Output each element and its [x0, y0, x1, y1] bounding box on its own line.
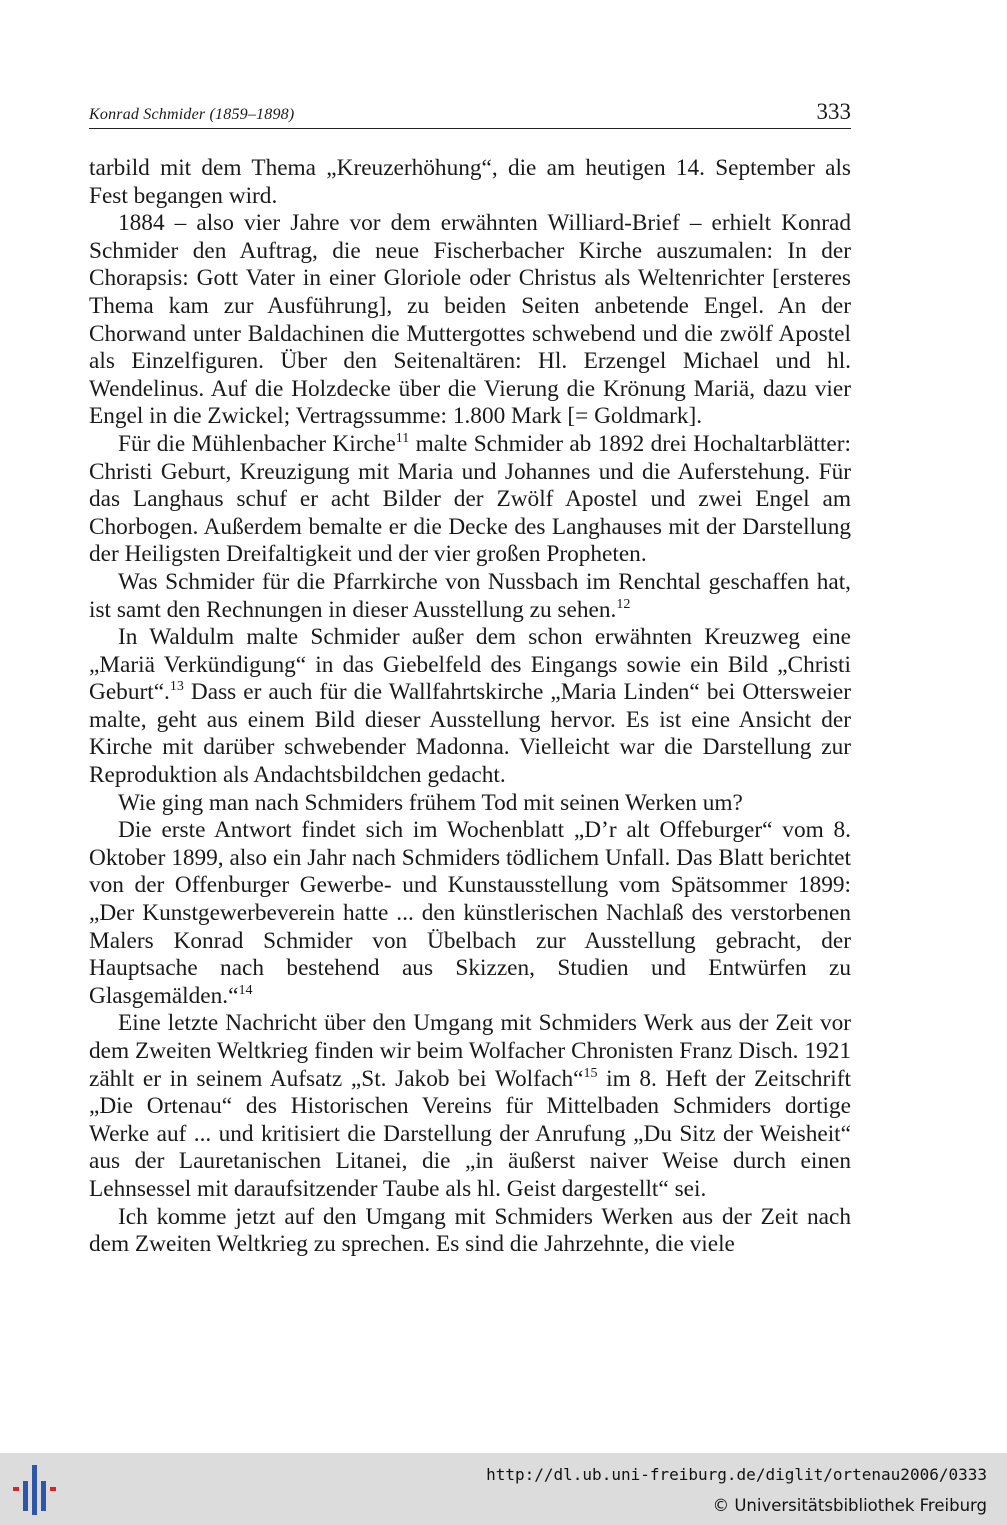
- footer-bar: [0, 1453, 1007, 1525]
- running-head: Konrad Schmider (1859–1898): [89, 106, 295, 123]
- paragraph-text: Ich komme jetzt auf den Umgang mit Schmiders Werken aus der Zeit nach dem Zweiten Weltkrieg zu sprechen. Es sind die Jahrzehnte, die viele: [89, 1203, 851, 1258]
- paragraph-text: malte Schmider ab 1892 drei Hochaltarblätter: Christi Geburt, Kreuzigung mit Maria und Johannes und die Auferstehung. Für das Langhaus schuf er acht Bilder der Zwölf Apostel und zwei Engel am Chorbogen. Außerdem bemalte er die Decke des Langhauses mit der Darstellung der Heiligsten Dreifaltigkeit und der vier großen Propheten.: [89, 430, 851, 568]
- paragraph: [89, 569, 851, 624]
- footer-url-link[interactable]: http://dl.ub.uni-freiburg.de/diglit/ortenau2006/0333: [486, 1465, 987, 1484]
- paragraph: [89, 431, 851, 569]
- paragraph: [89, 817, 851, 1010]
- logo-bar-left: [13, 1487, 19, 1491]
- body-text: [89, 155, 851, 1259]
- paragraph: [89, 1010, 851, 1203]
- footnote-reference[interactable]: 15: [583, 1065, 598, 1081]
- paragraph: [89, 210, 851, 431]
- logo-bar-2: [32, 1465, 37, 1515]
- paragraph: [89, 790, 851, 818]
- paragraph-text: Wie ging man nach Schmiders frühem Tod mit seinen Werken um?: [118, 789, 743, 816]
- paragraph: [89, 624, 851, 790]
- paragraph-text: Eine letzte Nachricht über den Umgang mit Schmiders Werk aus der Zeit vor dem Zweiten Weltkrieg finden wir beim Wolfacher Chronisten Franz Disch. 1921 zählt er in seinem Aufsatz „St. Jakob bei Wolfach“: [89, 1010, 851, 1092]
- footer-copyright: © Universitätsbibliothek Freiburg: [712, 1496, 987, 1515]
- logo-bar-right: [50, 1487, 56, 1491]
- paragraph-text: In Waldulm malte Schmider außer dem schon erwähnten Kreuzweg eine „Mariä Verkündigung“ in das Giebelfeld des Eingangs sowie ein Bild „Christi Geburt“.: [89, 624, 851, 706]
- footnote-reference[interactable]: 13: [169, 679, 184, 695]
- paragraph-text: 1884 – also vier Jahre vor dem erwähnten Williard-Brief – erhielt Konrad Schmider den Auftrag, die neue Fischerbacher Kirche auszumalen: In der Chorapsis: Gott Vater in einer Gloriole oder Christus als Weltenrichter [ersteres Thema kam zur Ausführung], zu beiden Seiten anbetende Engel. An der Chorwand unter Baldachinen die Muttergottes schwebend und die zwölf Apostel als Einzelfiguren. Über den Seitenaltären: Hl. Erzengel Michael und hl. Wendelinus. Auf die Holzdecke über die Vierung die Krönung Mariä, dazu vier Engel in die Zwickel; Vertragssumme: 1.800 Mark [= Goldmark].: [89, 210, 851, 430]
- paragraph-text: im 8. Heft der Zeitschrift „Die Ortenau“ des Historischen Vereins für Mittelbaden Schmiders dortige Werke auf ... und kritisiert die Darstellung der Anrufung „Du Sitz der Weisheit“ aus der Lauretanischen Litanei, die „in äußerst naiver Weise durch einen Lehnsessel mit daraufsitzender Taube als hl. Geist dargestellt“ sei.: [89, 1065, 851, 1202]
- page-header: [89, 96, 851, 129]
- footnote-reference[interactable]: 14: [238, 982, 253, 998]
- footnote-reference[interactable]: 11: [395, 430, 410, 446]
- footnote-reference[interactable]: 12: [616, 596, 631, 612]
- paragraph-text: Für die Mühlenbacher Kirche: [118, 430, 396, 457]
- logo-bar-3: [41, 1481, 46, 1511]
- logo-bar-1: [23, 1481, 28, 1511]
- paragraph-text: Die erste Antwort findet sich im Wochenblatt „D’r alt Offeburger“ vom 8. Oktober 1899, also ein Jahr nach Schmiders tödlichem Unfall. Das Blatt berichtet von der Offenburger Gewerbe- und Kunstausstellung vom Spätsommer 1899: „Der Kunstgewerbeverein hatte ... den künstlerischen Nachlaß des verstorbenen Malers Konrad Schmider von Übelbach zur Ausstellung gebracht, der Hauptsache nach bestehend aus Skizzen, Studien und Entwürfen zu Glasgemälden.“: [89, 817, 851, 1009]
- paragraph-text: Was Schmider für die Pfarrkirche von Nussbach im Renchtal geschaffen hat, ist samt den Rechnungen in dieser Ausstellung zu sehen.: [89, 568, 851, 623]
- ub-freiburg-logo-icon[interactable]: [10, 1465, 64, 1515]
- paragraph: [89, 155, 851, 210]
- paragraph-text: Dass er auch für die Wallfahrtskirche „Maria Linden“ bei Ottersweier malte, geht aus einem Bild dieser Ausstellung hervor. Es ist eine Ansicht der Kirche mit darüber schwebender Madonna. Vielleicht war die Darstellung zur Reproduktion als Andachtsbildchen gedacht.: [89, 679, 851, 789]
- paragraph-text: tarbild mit dem Thema „Kreuzerhöhung“, die am heutigen 14. September als Fest begangen wird.: [89, 155, 851, 209]
- paragraph: [89, 1204, 851, 1259]
- page-number: 333: [816, 99, 851, 124]
